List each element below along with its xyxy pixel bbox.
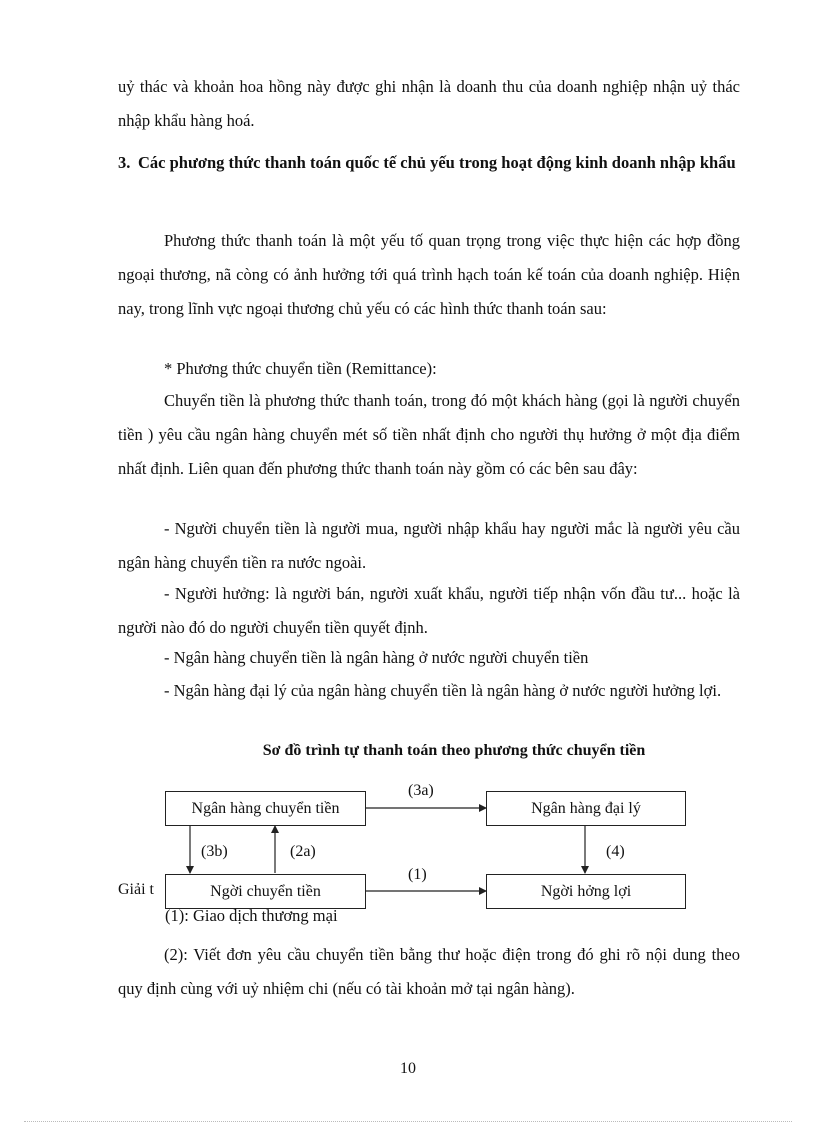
box-remitting-bank: Ngân hàng chuyển tiền — [165, 791, 366, 826]
paragraph-2: Phương thức thanh toán là một yếu tố quan trọng trong việc thực hiện các hợp đồng ngoại thương, nã còng có ảnh hưởng tới quá trình hạch toán kế toán của doanh nghiệp. Hiện nay, trong lĩnh vực ngoại thương chủ yếu có các hình thức thanh toán sau: — [118, 231, 740, 318]
label-1: (1) — [408, 866, 427, 883]
paragraph-3: * Phương thức chuyển tiền (Remittance): — [164, 359, 437, 378]
box-beneficiary: Ngời hởng lợi — [486, 874, 686, 909]
heading-text: Các phương thức thanh toán quốc tế chủ yếu trong hoạt động kinh doanh nhập khẩu — [138, 153, 736, 172]
paragraph-4: Chuyển tiền là phương thức thanh toán, trong đó một khách hàng (gọi là người chuyển tiền ) yêu cầu ngân hàng chuyển mét số tiền nhất định cho người thụ hưởng ở một địa điểm nhất định. Liên quan đến phương thức thanh toán này gồm có các bên sau đây: — [118, 391, 740, 478]
box-agent-bank: Ngân hàng đại lý — [486, 791, 686, 826]
label-3a: (3a) — [408, 782, 434, 799]
paragraph-7: - Ngân hàng chuyển tiền là ngân hàng ở nước người chuyển tiền — [164, 648, 589, 667]
label-2a: (2a) — [290, 843, 316, 860]
paragraph-5: - Người chuyển tiền là người mua, người nhập khẩu hay người mắc là người yêu cầu ngân hàng chuyển tiền ra nước ngoài. — [118, 519, 740, 572]
note-1: (1): Giao dịch thương mại — [165, 906, 338, 925]
page-number: 10 — [400, 1060, 416, 1077]
label-3b: (3b) — [201, 843, 228, 860]
box-remitter: Ngời chuyển tiền — [165, 874, 366, 909]
note-2: (2): Viết đơn yêu cầu chuyển tiền bằng thư hoặc điện trong đó ghi rõ nội dung theo quy định cùng với uỷ nhiệm chi (nếu có tài khoản mở tại ngân hàng). — [118, 945, 740, 998]
label-4: (4) — [606, 843, 625, 860]
diagram-caption: Sơ đồ trình tự thanh toán theo phương thức chuyển tiền — [262, 742, 646, 759]
heading-number: 3. — [118, 153, 131, 172]
paragraph-8: - Ngân hàng đại lý của ngân hàng chuyển tiền là ngân hàng ở nước người hưởng lợi. — [164, 681, 722, 700]
paragraph-1: uỷ thác và khoản hoa hồng này được ghi nhận là doanh thu của doanh nghiệp nhận uỷ thác nhập khẩu hàng hoá. — [118, 77, 740, 130]
page-bottom-border — [24, 1121, 792, 1122]
paragraph-6: - Người hưởng: là người bán, người xuất khẩu, người tiếp nhận vốn đầu tư... hoặc là người nào đó do người chuyển tiền quyết định. — [118, 584, 740, 637]
label-side-cut: Giải t — [118, 881, 154, 898]
